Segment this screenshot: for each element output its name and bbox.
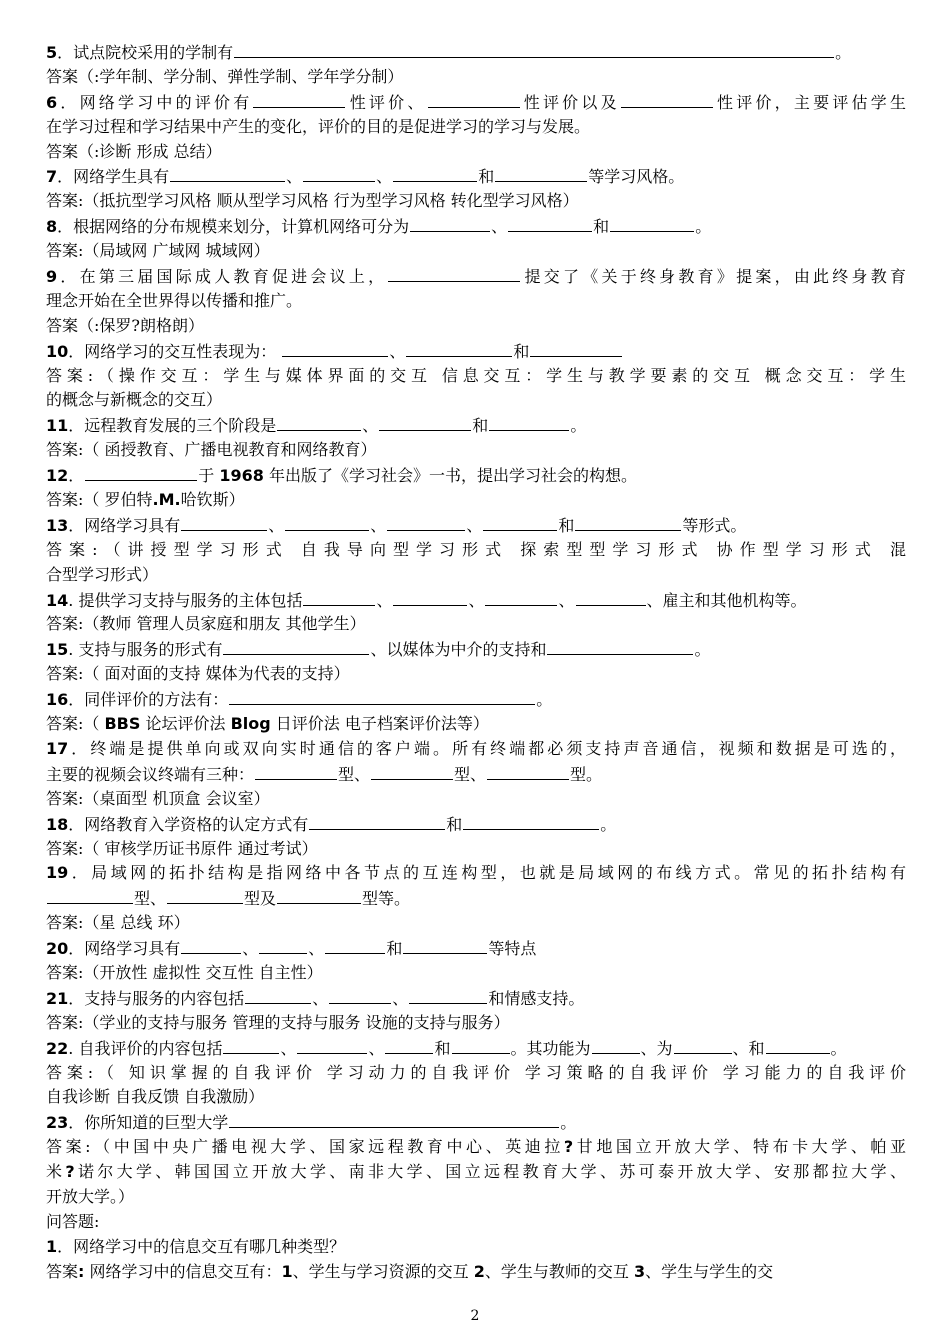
line-text: ．支持与服务的内容包括	[68, 988, 245, 1008]
line-text: 答案:（中国中央广播电视大学、国家远程教育中心、英迪拉	[46, 1137, 564, 1157]
question-number: 9	[46, 267, 58, 287]
fill-in-blank	[621, 90, 713, 108]
line-text: 网络学习中的信息交互有：	[84, 1261, 282, 1281]
fill-in-blank	[170, 164, 285, 182]
line-text: 。	[560, 1113, 577, 1133]
bold-text: 1968	[219, 466, 264, 486]
fill-in-blank	[167, 886, 243, 904]
line-text: 型、	[454, 764, 487, 784]
line-text: 、以媒体为中介的支持和	[370, 640, 547, 660]
question-number: 11	[46, 416, 69, 436]
question-number: 21	[46, 988, 69, 1008]
text-line	[46, 264, 906, 289]
line-text: 答案:（教师 管理人员家庭和朋友 其他学生）	[46, 614, 366, 634]
line-text: 等特点	[488, 939, 537, 959]
line-text: 性评价以及	[520, 92, 620, 112]
text-line	[46, 214, 906, 239]
line-text: 答案:（	[46, 714, 105, 734]
line-text: 。	[695, 217, 712, 237]
fill-in-blank	[325, 936, 385, 954]
text-line	[46, 911, 906, 936]
line-text: 答案:（讲授型学习形式 自我导向型学习形式 探索型型学习形式 协作型学习形式 混	[46, 539, 906, 559]
fill-in-blank	[388, 264, 520, 282]
fill-in-blank	[282, 339, 388, 357]
fill-in-blank	[547, 637, 693, 655]
text-line	[46, 687, 906, 712]
document-body	[46, 40, 906, 1285]
text-line	[46, 1160, 906, 1185]
text-line	[46, 1210, 906, 1235]
line-text: ．网络学习具有	[68, 515, 181, 535]
question-number: 17	[46, 738, 69, 758]
line-text: ．网络学习中的评价有	[57, 92, 253, 112]
bold-text: ?	[563, 1137, 574, 1157]
line-text: ．远程教育发展的三个阶段是	[68, 416, 277, 436]
question-number: 22	[46, 1038, 69, 1058]
fill-in-blank	[393, 588, 467, 606]
line-text: 理念开始在全世界得以传播和推广。	[46, 290, 303, 310]
line-text: ．网络学习具有	[68, 939, 181, 959]
line-text: 答案（:学年制、学分制、弹性学制、学年学分制）	[46, 66, 404, 86]
line-text: 型及	[244, 889, 277, 909]
line-text: 、	[558, 590, 575, 610]
bold-text: :	[78, 1261, 85, 1281]
fill-in-blank	[245, 986, 311, 1004]
line-text: 答案:（桌面型 机顶盒 会议室）	[46, 788, 270, 808]
line-text: 答案	[46, 1261, 79, 1281]
line-text: 答案（:诊断 形成 总结）	[46, 141, 222, 161]
text-line	[46, 1011, 906, 1036]
line-text: 的概念与新概念的交互）	[46, 390, 223, 410]
fill-in-blank	[255, 762, 337, 780]
fill-in-blank	[329, 986, 391, 1004]
fill-in-blank	[489, 413, 569, 431]
line-text: 等学习风格。	[588, 167, 685, 187]
fill-in-blank	[393, 164, 477, 182]
fill-in-blank	[428, 90, 520, 108]
line-text: ．局域网的拓扑结构是指网络中各节点的互连构型，也就是局域网的布线方式。常见的拓扑结构有	[68, 863, 906, 883]
text-line	[46, 314, 906, 339]
fill-in-blank	[229, 687, 535, 705]
fill-in-blank	[410, 214, 490, 232]
question-number: 18	[46, 814, 69, 834]
line-text: 和	[558, 515, 575, 535]
fill-in-blank	[592, 1036, 640, 1054]
line-text: 答案:（ 面对面的支持 媒体为代表的支持）	[46, 664, 350, 684]
text-line	[46, 762, 906, 787]
fill-in-blank	[303, 588, 375, 606]
line-text: 、为	[640, 1038, 673, 1058]
question-number: 1	[46, 1236, 58, 1256]
line-text: 性评价，主要评估学生	[713, 92, 906, 112]
line-text: 、	[468, 590, 485, 610]
question-number: 14	[46, 590, 69, 610]
fill-in-blank	[766, 1036, 830, 1054]
line-text: 、雇主和其他机构等。	[646, 590, 807, 610]
line-text: 答案:（开放性 虚拟性 交互性 自主性）	[46, 962, 323, 982]
line-text: ．	[68, 466, 85, 486]
line-text: ．网络教育入学资格的认定方式有	[68, 814, 309, 834]
line-text: 、	[466, 515, 483, 535]
line-text: 哈钦斯）	[180, 490, 245, 510]
page-number: 2	[470, 1308, 480, 1324]
question-number: 19	[46, 863, 69, 883]
bold-text: 3	[633, 1261, 646, 1281]
line-text: . 支持与服务的形式有	[68, 640, 223, 660]
line-text: 答案:（星 总线 环）	[46, 913, 190, 933]
question-number: 6	[46, 92, 58, 112]
line-text: 。其功能为	[510, 1038, 591, 1058]
text-line	[46, 488, 906, 513]
fill-in-blank	[285, 513, 369, 531]
text-line	[46, 1135, 906, 1160]
line-text: 提交了《关于终身教育》提案，由此终身教育	[521, 267, 906, 287]
text-line	[46, 1260, 906, 1285]
line-text: 自我诊断 自我反馈 自我激励）	[46, 1087, 265, 1107]
line-text: 答案:（局域网 广域网 城域网）	[46, 241, 270, 261]
text-line	[46, 289, 906, 314]
text-line	[46, 90, 906, 115]
text-line	[46, 712, 906, 737]
line-text: 米	[46, 1162, 66, 1182]
fill-in-blank	[223, 1036, 279, 1054]
bold-text: ?	[65, 1162, 75, 1182]
line-text: 、	[376, 167, 393, 187]
line-text: 、	[491, 217, 508, 237]
fill-in-blank	[387, 513, 465, 531]
fill-in-blank	[223, 637, 369, 655]
line-text: 甘地国立开放大学、特布卡大学、帕亚	[573, 1137, 906, 1157]
fill-in-blank	[303, 164, 375, 182]
text-line	[46, 1085, 906, 1110]
question-number: 23	[46, 1113, 69, 1133]
line-text: 开放大学。）	[46, 1186, 135, 1206]
text-line	[46, 115, 906, 140]
fill-in-blank	[229, 1110, 559, 1128]
line-text: 答案:（学业的支持与服务 管理的支持与服务 设施的支持与服务）	[46, 1012, 510, 1032]
fill-in-blank	[674, 1036, 732, 1054]
question-number: 15	[46, 640, 69, 660]
line-text: 。	[694, 640, 711, 660]
line-text: 、学生与教师的交互	[484, 1261, 634, 1281]
text-line	[46, 662, 906, 687]
line-text: 和	[513, 341, 530, 361]
bold-text: 2	[473, 1261, 485, 1281]
fill-in-blank	[371, 762, 453, 780]
text-line	[46, 861, 906, 886]
fill-in-blank	[297, 1036, 367, 1054]
line-text: 、	[368, 1038, 385, 1058]
text-line	[46, 538, 906, 563]
line-text: 、	[370, 515, 387, 535]
line-text: . 自我评价的内容包括	[68, 1038, 223, 1058]
text-line	[46, 189, 906, 214]
line-text: ．终端是提供单向或双向实时通信的客户端。所有终端都必须支持声音通信，视频和数据是可选的，	[68, 738, 906, 758]
fill-in-blank	[575, 513, 681, 531]
line-text: 诺尔大学、韩国国立开放大学、南非大学、国立远程教育大学、苏可泰开放大学、安那都拉大学、	[74, 1162, 906, 1182]
text-line	[46, 40, 906, 65]
line-text: 。	[830, 1038, 847, 1058]
fill-in-blank	[610, 214, 694, 232]
fill-in-blank	[530, 339, 622, 357]
line-text: 论坛评价法	[140, 714, 231, 734]
line-text: 型等。	[362, 889, 411, 909]
text-line	[46, 388, 906, 413]
fill-in-blank	[485, 588, 557, 606]
line-text: 。	[536, 690, 553, 710]
line-text: 型。	[570, 764, 603, 784]
line-text: 答案:（操作交互：学生与媒体界面的交互 信息交互：学生与教学要素的交互 概念交互：学生	[46, 365, 906, 385]
line-text: 。	[600, 814, 617, 834]
line-text: 和	[472, 416, 489, 436]
text-line	[46, 339, 906, 364]
line-text: 、	[242, 939, 259, 959]
line-text: 、	[280, 1038, 297, 1058]
fill-in-blank	[277, 886, 361, 904]
line-text: 、	[392, 988, 409, 1008]
question-number: 12	[46, 466, 69, 486]
line-text: 合型学习形式）	[46, 564, 159, 584]
fill-in-blank	[47, 886, 133, 904]
text-line	[46, 513, 906, 538]
line-text: 答案:（ 审核学历证书原件 通过考试）	[46, 838, 318, 858]
line-text: 年出版了《学习社会》一书，提出学习社会的构想。	[263, 466, 637, 486]
question-number: 5	[46, 43, 58, 62]
bold-text: 1	[281, 1261, 293, 1281]
line-text: ．你所知道的巨型大学	[68, 1113, 229, 1133]
fill-in-blank	[309, 812, 445, 830]
line-text: 和情感支持。	[488, 988, 585, 1008]
fill-in-blank	[259, 936, 307, 954]
line-text: 和	[434, 1038, 451, 1058]
line-text: 答案:（ 函授教育、广播电视教育和网络教育）	[46, 440, 377, 460]
line-text: 、	[312, 988, 329, 1008]
line-text: 。	[570, 416, 587, 436]
line-text: 、	[389, 341, 406, 361]
text-line	[46, 1061, 906, 1086]
text-line	[46, 1235, 906, 1260]
fill-in-blank	[487, 762, 569, 780]
text-line	[46, 588, 906, 613]
bold-text: Blog	[230, 714, 271, 734]
fill-in-blank	[463, 812, 599, 830]
line-text: ．网络学生具有	[57, 167, 170, 187]
line-text: 、	[362, 416, 379, 436]
text-line	[46, 986, 906, 1011]
line-text: 主要的视频会议终端有三种：	[46, 764, 255, 784]
line-text: 、	[308, 939, 325, 959]
line-text: 问答题:	[46, 1211, 100, 1231]
line-text: ．同伴评价的方法有：	[68, 690, 229, 710]
question-number: 10	[46, 341, 69, 361]
text-line	[46, 438, 906, 463]
text-line	[46, 886, 906, 911]
question-number: 8	[46, 217, 58, 237]
line-text: 答案:（ 知识掌握的自我评价 学习动力的自我评价 学习策略的自我评价 学习能力的自我评价	[46, 1062, 906, 1082]
fill-in-blank	[576, 588, 646, 606]
line-text: 。	[835, 43, 852, 62]
line-text: ．网络学习中的信息交互有哪几种类型？	[57, 1236, 346, 1256]
line-text: 和	[386, 939, 403, 959]
fill-in-blank	[406, 339, 512, 357]
line-text: 性评价、	[346, 92, 427, 112]
line-text: 日评价法 电子档案评价法等）	[270, 714, 489, 734]
text-line	[46, 936, 906, 961]
fill-in-blank	[452, 1036, 510, 1054]
line-text: 于	[198, 466, 220, 486]
line-text: 、	[286, 167, 303, 187]
line-text: ．在第三届国际成人教育促进会议上，	[57, 267, 388, 287]
fill-in-blank	[379, 413, 471, 431]
fill-in-blank	[483, 513, 557, 531]
bold-text: .M.	[152, 490, 181, 510]
text-line	[46, 961, 906, 986]
fill-in-blank	[277, 413, 361, 431]
text-line	[46, 364, 906, 389]
text-line	[46, 1036, 906, 1061]
line-text: 和	[446, 814, 463, 834]
text-line	[46, 239, 906, 264]
line-text: 型、	[338, 764, 371, 784]
text-line	[46, 65, 906, 90]
question-number: 20	[46, 939, 69, 959]
text-line	[46, 1185, 906, 1210]
text-line	[46, 140, 906, 165]
question-number: 16	[46, 690, 69, 710]
fill-in-blank	[181, 936, 241, 954]
line-text: 答案（:保罗?朗格朗）	[46, 315, 204, 335]
fill-in-blank	[409, 986, 487, 1004]
text-line	[46, 463, 906, 488]
line-text: 答案:（抵抗型学习风格 顺从型学习风格 行为型学习风格 转化型学习风格）	[46, 191, 579, 211]
text-line	[46, 737, 906, 762]
bold-text: BBS	[104, 714, 141, 734]
question-number: 7	[46, 167, 58, 187]
fill-in-blank	[508, 214, 592, 232]
line-text: ．根据网络的分布规模来划分，计算机网络可分为	[57, 217, 410, 237]
line-text: 等形式。	[682, 515, 747, 535]
fill-in-blank	[85, 463, 197, 481]
text-line	[46, 164, 906, 189]
text-line	[46, 787, 906, 812]
text-line	[46, 612, 906, 637]
fill-in-blank	[181, 513, 267, 531]
line-text: 、学生与学生的交	[645, 1261, 774, 1281]
line-text: 、	[268, 515, 285, 535]
text-line	[46, 413, 906, 438]
fill-in-blank	[403, 936, 487, 954]
line-text: 、	[376, 590, 393, 610]
text-line	[46, 812, 906, 837]
text-line	[46, 837, 906, 862]
fill-in-blank	[495, 164, 587, 182]
fill-in-blank	[385, 1036, 433, 1054]
line-text: ．网络学习的交互性表现为：	[68, 341, 282, 361]
line-text: 和	[593, 217, 610, 237]
text-line	[46, 1110, 906, 1135]
line-text: ．试点院校采用的学制有	[57, 43, 234, 62]
text-line	[46, 637, 906, 662]
line-text: . 提供学习支持与服务的主体包括	[68, 590, 303, 610]
line-text: 和	[478, 167, 495, 187]
line-text: 、学生与学习资源的交互	[292, 1261, 474, 1281]
line-text: 在学习过程和学习结果中产生的变化，评价的目的是促进学习的学习与发展。	[46, 116, 591, 136]
fill-in-blank	[253, 90, 345, 108]
fill-in-blank	[234, 40, 834, 58]
line-text: 型、	[134, 889, 167, 909]
question-number: 13	[46, 515, 69, 535]
text-line	[46, 563, 906, 588]
line-text: 、和	[732, 1038, 765, 1058]
line-text: 答案:（ 罗伯特	[46, 490, 153, 510]
